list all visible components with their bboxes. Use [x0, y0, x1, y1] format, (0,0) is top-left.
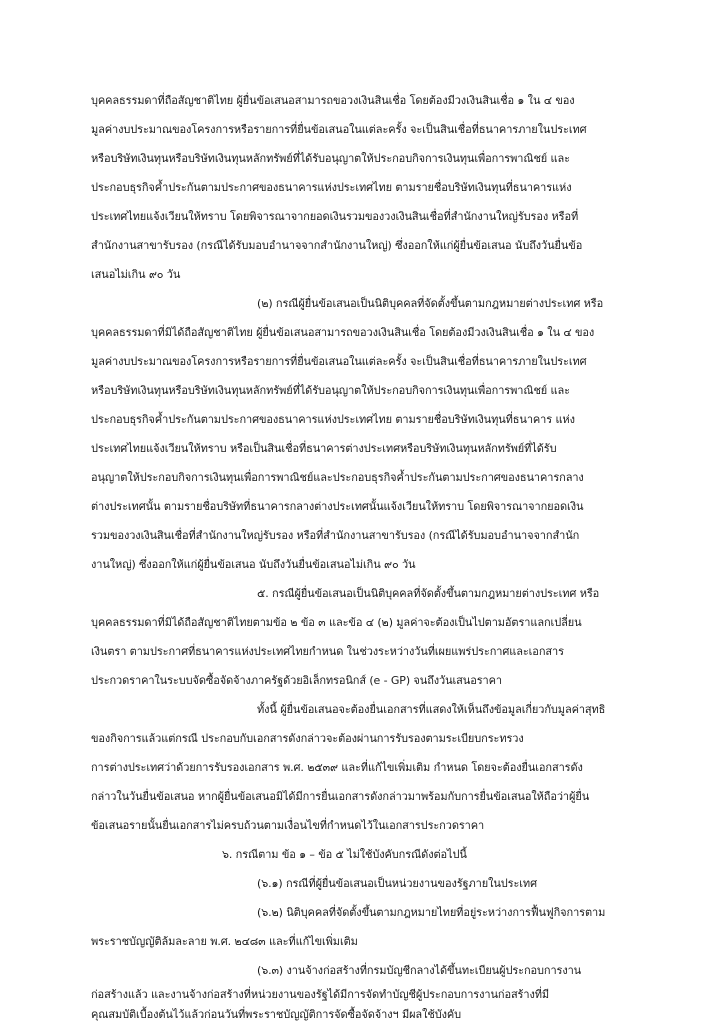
text-line: (๖.๒) นิติบุคคลที่จัดตั้งขึ้นตามกฎหมายไทยที่อยู่ระหว่างการฟื้นฟูกิจการตาม	[257, 906, 606, 919]
text-line: การต่างประเทศว่าด้วยการรับรองเอกสาร พ.ศ. ๒๕๓๙ และที่แก้ไขเพิ่มเติม กำหนด โดยจะต้องยื่นเอกสารดัง	[91, 761, 583, 774]
text-line: คุณสมบัติเบื้องต้นไว้แล้วก่อนวันที่พระราชบัญญัติการจัดซื้อจัดจ้างฯ มีผลใช้บังคับ	[91, 1008, 462, 1021]
text-line: ประกอบธุรกิจค้ำประกันตามประกาศของธนาคารแห่งประเทศไทย ตามรายชื่อบริษัทเงินทุนที่ธนาคาร แห่ง	[91, 413, 575, 426]
text-line: ๕. กรณีผู้ยื่นข้อเสนอเป็นนิติบุคคลที่จัดตั้งขึ้นตามกฎหมายต่างประเทศ หรือ	[257, 587, 600, 600]
text-line: เงินตรา ตามประกาศที่ธนาคารแห่งประเทศไทยกำหนด ในช่วงระหว่างวันที่เผยแพร่ประกาศและเอกสาร	[91, 645, 564, 658]
text-line: (๖.๓) งานจ้างก่อสร้างที่กรมบัญชีกลางได้ขึ้นทะเบียนผู้ประกอบการงาน	[257, 964, 582, 977]
text-line: ต่างประเทศนั้น ตามรายชื่อบริษัทที่ธนาคารกลางต่างประเทศนั้นแจ้งเวียนให้ทราบ โดยพิจารณาจากยอดเงิน	[91, 500, 584, 513]
text-line: อนุญาตให้ประกอบกิจการเงินทุนเพื่อการพาณิชย์และประกอบธุรกิจค้ำประกันตามประกาศของธนาคารกลาง	[91, 471, 584, 484]
text-line: ประเทศไทยแจ้งเวียนให้ทราบ โดยพิจารณาจากยอดเงินรวมของวงเงินสินเชื่อที่สำนักงานใหญ่รับรอง หรือที่	[91, 210, 579, 223]
text-line: กล่าวในวันยื่นข้อเสนอ หากผู้ยื่นข้อเสนอมิได้มีการยื่นเอกสารดังกล่าวมาพร้อมกับการยื่นข้อเสนอให้ถือว่าผู้ยื่น	[91, 790, 590, 803]
text-line: หรือบริษัทเงินทุนหรือบริษัทเงินทุนหลักทรัพย์ที่ได้รับอนุญาตให้ประกอบกิจการเงินทุนเพื่อการพาณิชย์ และ	[91, 384, 570, 397]
text-line: ประกวดราคาในระบบจัดซื้อจัดจ้างภาครัฐด้วยอิเล็กทรอนิกส์ (e - GP) จนถึงวันเสนอราคา	[91, 674, 502, 687]
text-line: งานใหญ่) ซึ่งออกให้แก่ผู้ยื่นข้อเสนอ นับถึงวันยื่นข้อเสนอไม่เกิน ๙๐ วัน	[91, 558, 416, 571]
text-line: ประเทศไทยแจ้งเวียนให้ทราบ หรือเป็นสินเชื่อที่ธนาคารต่างประเทศหรือบริษัทเงินทุนหลักทรัพย์ที่ได้รับ	[91, 442, 557, 455]
text-line: ๖. กรณีตาม ข้อ ๑ – ข้อ ๕ ไม่ใช้บังคับกรณีดังต่อไปนี้	[222, 848, 467, 861]
text-line: มูลค่างบประมาณของโครงการหรือรายการที่ยื่นข้อเสนอในแต่ละครั้ง จะเป็นสินเชื่อที่ธนาคารภายในประเทศ	[91, 355, 587, 368]
text-line: สำนักงานสาขารับรอง (กรณีได้รับมอบอำนาจจากสำนักงานใหญ่) ซึ่งออกให้แก่ผู้ยื่นข้อเสนอ นับถึงวันยื่นข้อ	[91, 239, 583, 252]
text-line: หรือบริษัทเงินทุนหรือบริษัทเงินทุนหลักทรัพย์ที่ได้รับอนุญาตให้ประกอบกิจการเงินทุนเพื่อการพาณิชย์ และ	[91, 152, 570, 165]
text-line: ก่อสร้างแล้ว และงานจ้างก่อสร้างที่หน่วยงานของรัฐได้มีการจัดทำบัญชีผู้ประกอบการงานก่อสร้างที่มี	[91, 988, 550, 1001]
text-line: บุคคลธรรมดาที่มิได้ถือสัญชาติไทย ผู้ยื่นข้อเสนอสามารถขอวงเงินสินเชื่อ โดยต้องมีวงเงินสินเชื่อ ๑ ใน ๔ ของ	[91, 326, 595, 339]
text-line: ทั้งนี้ ผู้ยื่นข้อเสนอจะต้องยื่นเอกสารที่แสดงให้เห็นถึงข้อมูลเกี่ยวกับมูลค่าสุทธิ	[257, 703, 606, 716]
text-line: บุคคลธรรมดาที่ถือสัญชาติไทย ผู้ยื่นข้อเสนอสามารถขอวงเงินสินเชื่อ โดยต้องมีวงเงินสินเชื่อ ๑ ใน ๔ ของ	[91, 94, 575, 107]
text-line: (๒) กรณีผู้ยื่นข้อเสนอเป็นนิติบุคคลที่จัดตั้งขึ้นตามกฎหมายต่างประเทศ หรือ	[257, 297, 604, 310]
text-line: ข้อเสนอรายนั้นยื่นเอกสารไม่ครบถ้วนตามเงื่อนไขที่กำหนดไว้ในเอกสารประกวดราคา	[91, 819, 485, 832]
text-line: บุคคลธรรมดาที่มิได้ถือสัญชาติไทยตามข้อ ๒ ข้อ ๓ และข้อ ๔ (๒) มูลค่าจะต้องเป็นไปตามอัตราแลกเปลี่ยน	[91, 616, 582, 629]
text-line: รวมของวงเงินสินเชื่อที่สำนักงานใหญ่รับรอง หรือที่สำนักงานสาขารับรอง (กรณีได้รับมอบอำนาจจากสำนัก	[91, 529, 580, 542]
text-line: พระราชบัญญัติล้มละลาย พ.ศ. ๒๔๘๓ และที่แก้ไขเพิ่มเติม	[91, 935, 358, 948]
text-line: ประกอบธุรกิจค้ำประกันตามประกาศของธนาคารแห่งประเทศไทย ตามรายชื่อบริษัทเงินทุนที่ธนาคารแห่ง	[91, 181, 572, 194]
text-line: มูลค่างบประมาณของโครงการหรือรายการที่ยื่นข้อเสนอในแต่ละครั้ง จะเป็นสินเชื่อที่ธนาคารภายในประเทศ	[91, 123, 587, 136]
text-line: ของกิจการแล้วแต่กรณี ประกอบกับเอกสารดังกล่าวจะต้องผ่านการรับรองตามระเบียบกระทรวง	[91, 732, 524, 745]
text-line: (๖.๑) กรณีที่ผู้ยื่นข้อเสนอเป็นหน่วยงานของรัฐภายในประเทศ	[257, 877, 537, 890]
text-line: เสนอไม่เกิน ๙๐ วัน	[91, 268, 181, 281]
